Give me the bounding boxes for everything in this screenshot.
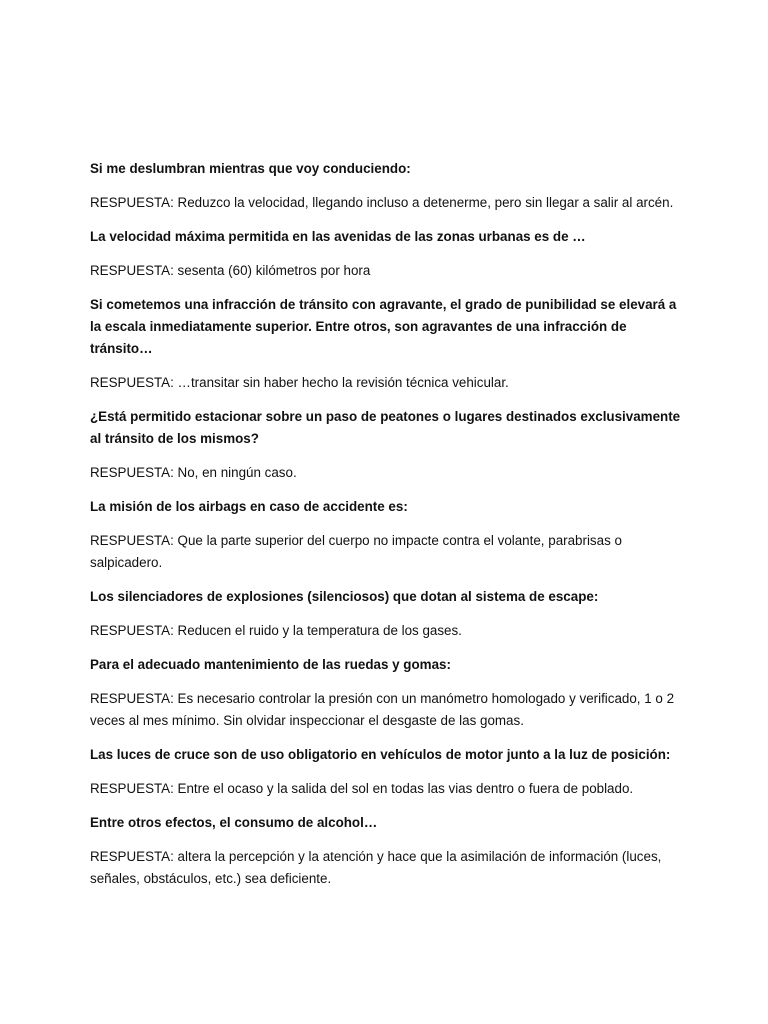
answer-2: RESPUESTA: sesenta (60) kilómetros por hora <box>90 263 371 278</box>
question-5: La misión de los airbags en caso de accidente es: <box>90 499 408 514</box>
answer-8: RESPUESTA: Entre el ocaso y la salida del sol en todas las vias dentro o fuera de poblado. <box>90 781 634 796</box>
answer-9: RESPUESTA: altera la percepción y la atención y hace que la asimilación de información (luces, señales, obstáculos, etc.) sea deficiente. <box>90 849 662 886</box>
question-1: Si me deslumbran mientras que voy conduciendo: <box>90 161 411 176</box>
document-page <box>90 158 690 902</box>
question-8: Las luces de cruce son de uso obligatorio en vehículos de motor junto a la luz de posición: <box>90 747 671 762</box>
answer-5: RESPUESTA: Que la parte superior del cuerpo no impacte contra el volante, parabrisas o salpicadero. <box>90 533 622 570</box>
question-7: Para el adecuado mantenimiento de las ruedas y gomas: <box>90 657 451 672</box>
question-3: Si cometemos una infracción de tránsito con agravante, el grado de punibilidad se elevará a la escala inmediatamente superior. Entre otros, son agravantes de una infracción de tránsito… <box>90 297 677 356</box>
question-2: La velocidad máxima permitida en las avenidas de las zonas urbanas es de … <box>90 229 586 244</box>
answer-7: RESPUESTA: Es necesario controlar la presión con un manómetro homologado y verificado, 1 o 2 veces al mes mínimo. Sin olvidar inspeccionar el desgaste de las gomas. <box>90 691 675 728</box>
question-9: Entre otros efectos, el consumo de alcohol… <box>90 815 378 830</box>
answer-6: RESPUESTA: Reducen el ruido y la temperatura de los gases. <box>90 623 462 638</box>
question-4: ¿Está permitido estacionar sobre un paso de peatones o lugares destinados exclusivamente al tránsito de los mismos? <box>90 409 681 446</box>
question-6: Los silenciadores de explosiones (silenciosos) que dotan al sistema de escape: <box>90 589 599 604</box>
answer-4: RESPUESTA: No, en ningún caso. <box>90 465 297 480</box>
answer-3: RESPUESTA: …transitar sin haber hecho la revisión técnica vehicular. <box>90 375 509 390</box>
answer-1: RESPUESTA: Reduzco la velocidad, llegando incluso a detenerme, pero sin llegar a salir al arcén. <box>90 195 674 210</box>
